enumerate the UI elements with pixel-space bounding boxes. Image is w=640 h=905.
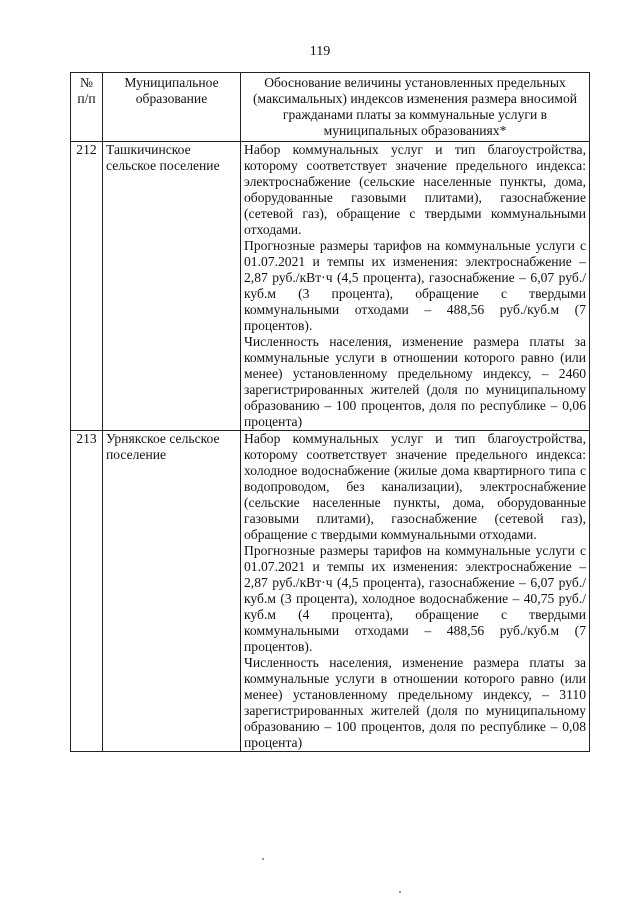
table-row (71, 431, 590, 752)
justification-cell (241, 142, 590, 431)
tariff-table (70, 72, 590, 752)
municipality-name: Урнякское сельское поселение (103, 431, 241, 752)
services-paragraph: Набор коммунальных услуг и тип благоустройства, которому соответствует значение предельного индекса: электроснабжение (сельские населенные пункты, дома, оборудованные газовыми плитами), газоснабжение (сетевой газ), обращение с твердыми коммунальными отходами. (244, 142, 586, 237)
scan-artifact (262, 858, 264, 860)
scan-artifact (399, 891, 401, 893)
justification-cell (241, 431, 590, 752)
municipality-name: Ташкичинское сельское поселение (103, 142, 241, 431)
page-number: 119 (309, 44, 331, 59)
table-row (71, 142, 590, 431)
table-header-row (71, 73, 590, 142)
header-municipality: Муниципальное образование (103, 73, 241, 142)
row-number: 212 (71, 142, 103, 431)
header-num: № п/п (71, 73, 103, 142)
tariffs-paragraph: Прогнозные размеры тарифов на коммунальные услуги с 01.07.2021 и темпы их изменения: электроснабжение – 2,87 руб./кВт·ч (4,5 процента), газоснабжение – 6,07 руб./куб.м (3 процента), обращение с твердыми коммунальными отходами – 488,56 руб./куб.м (7 процентов). (244, 238, 586, 333)
services-paragraph: Набор коммунальных услуг и тип благоустройства, которому соответствует значение предельного индекса: холодное водоснабжение (жилые дома квартирного типа с водопроводом, без канализации), электроснабжение (сельские населенные пункты, дома, оборудованные газовыми плитами), газоснабжение (сетевой газ), обращение с твердыми коммунальными отходами. (244, 431, 586, 542)
population-paragraph: Численность населения, изменение размера платы за коммунальные услуги в отношении которого равно (или менее) установленному предельному индексу, – 3110 зарегистрированных жителей (доля по муниципальному образованию – 100 процентов, доля по республике – 0,08 процента) (244, 655, 586, 750)
row-number: 213 (71, 431, 103, 752)
header-justification: Обоснование величины установленных предельных (максимальных) индексов изменения размера вносимой гражданами платы за коммунальные услуги в муниципальных образованиях* (241, 73, 590, 142)
tariffs-paragraph: Прогнозные размеры тарифов на коммунальные услуги с 01.07.2021 и темпы их изменения: электроснабжение – 2,87 руб./кВт·ч (4,5 процента), газоснабжение – 6,07 руб./куб.м (3 процента), холодное водоснабжение – 40,75 руб./куб.м (4 процента), обращение с твердыми коммунальными отходами – 488,56 руб./куб.м (7 процентов). (244, 543, 586, 654)
population-paragraph: Численность населения, изменение размера платы за коммунальные услуги в отношении которого равно (или менее) установленному предельному индексу, – 2460 зарегистрированных жителей (доля по муниципальному образованию – 100 процентов, доля по республике – 0,06 процента) (244, 334, 586, 429)
